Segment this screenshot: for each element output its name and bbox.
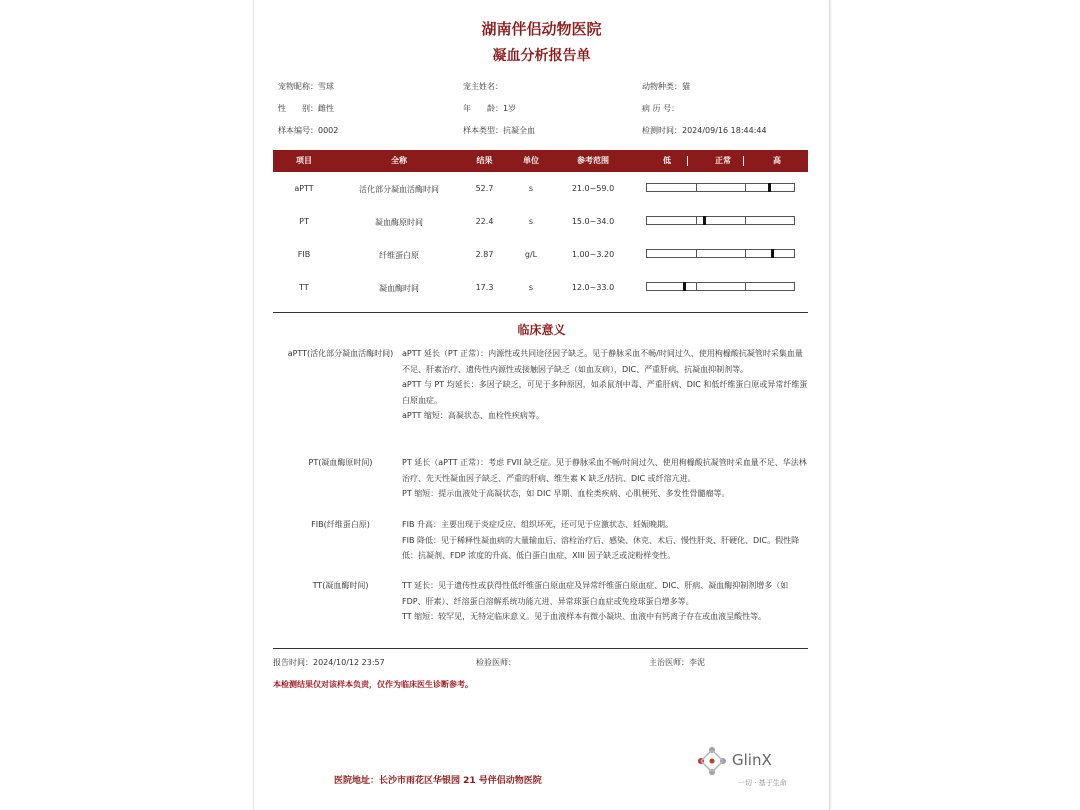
row-1-ref: 15.0~34.0: [571, 217, 615, 226]
row-1-unit: s: [528, 217, 534, 226]
species-label: 动物种类：: [642, 82, 682, 91]
hospital-name: 湖南伴侣动物医院: [481, 20, 602, 38]
row-2-unit: g/L: [524, 250, 538, 259]
row-0-result-marker: [768, 183, 771, 192]
report-time-value: 2024/10/12 23:57: [313, 658, 385, 667]
record-field: [642, 103, 679, 114]
species-value: 猫: [682, 82, 690, 91]
col-item: 项目: [296, 156, 312, 165]
clinical-label-tt: TT(凝血酶时间): [312, 581, 369, 590]
clinical-line: PT 延长（aPTT 正常）：考虑 FVII 缺乏症。见于静脉采血不畅/时间过久、使用枸橼酸抗凝管时采血量不足、华法林治疗、先天性凝血因子缺乏、严重的肝病、维生素 K 缺乏/拮抗、DIC 或纤溶亢进。: [402, 458, 807, 483]
sample-type-label: 样本类型：: [463, 126, 503, 135]
col-divider-1: [687, 156, 688, 166]
test-time-label: 检测时间：: [642, 126, 682, 135]
clinical-text-tt: [402, 578, 810, 625]
clinical-label-aptt: aPTT(活化部分凝血活酶时间): [287, 349, 394, 358]
age-value: 1岁: [503, 104, 517, 113]
clinical-line: PT 缩短：提示血液处于高凝状态，如 DIC 早期、血栓类疾病、心肌梗死、多发性骨髓瘤等。: [402, 489, 730, 498]
sample-no-field: [278, 125, 338, 136]
row-0-name: 活化部分凝血活酶时间: [359, 185, 439, 194]
row-2-result-marker: [771, 249, 774, 258]
row-0-item: aPTT: [294, 184, 314, 193]
row-0-range-bar: [646, 183, 795, 192]
glinx-logo-icon: [695, 745, 729, 779]
hospital-address: [334, 773, 542, 786]
clinical-title: 临床意义: [517, 323, 566, 337]
row-0-result: 52.7: [475, 184, 494, 193]
row-1-name: 凝血酶原时间: [375, 218, 423, 227]
report-time: [273, 657, 385, 668]
row-3-unit: s: [528, 283, 534, 292]
clinical-text-pt: [402, 455, 810, 502]
inspector-label: 检验医师：: [476, 658, 516, 667]
row-2-ref: 1.00~3.20: [571, 250, 615, 259]
row-1-range-bar: [646, 216, 795, 225]
sample-type-value: 抗凝全血: [503, 126, 535, 135]
results-table-header: [273, 150, 808, 172]
logo-slogan: 一切 · 基于生命: [738, 779, 787, 787]
clinical-text-aptt: [402, 346, 810, 424]
report-page: [253, 0, 830, 810]
disclaimer: 本检测结果仅对该样本负责，仅作为临床医生诊断参考。: [273, 680, 473, 689]
sex-label: 性 别：: [278, 104, 318, 113]
row-3-result-marker: [683, 282, 686, 291]
age-field: [463, 103, 516, 114]
row-1-item: PT: [299, 217, 309, 226]
row-3-result: 17.3: [475, 283, 494, 292]
sample-no-value: 0002: [318, 126, 339, 135]
clinical-line: aPTT 与 PT 均延长：多因子缺乏，可见于多种原因，如杀鼠剂中毒、严重肝病、DIC 和低纤维蛋白原或异常纤维蛋白原血症。: [402, 380, 808, 405]
divider-bottom: [273, 648, 808, 649]
age-label: 年 龄：: [463, 104, 503, 113]
report-time-label: 报告时间：: [273, 658, 313, 667]
clinical-line: TT 缩短：较罕见，无特定临床意义。见于血液样本有微小凝块、血液中有钙离子存在或血液呈酸性等。: [402, 612, 767, 621]
clinical-label-fib: FIB(纤维蛋白原): [311, 520, 370, 529]
pet-name-value: 雪球: [318, 82, 334, 91]
row-3-name: 凝血酶时间: [379, 284, 419, 293]
doctor-label: 主治医师：: [649, 658, 689, 667]
row-3-ref: 12.0~33.0: [571, 283, 615, 292]
attending-doctor: [649, 657, 705, 668]
row-2-name: 纤维蛋白原: [379, 251, 419, 260]
col-low: 低: [663, 156, 671, 165]
owner-label: 宠主姓名：: [463, 82, 503, 91]
col-result: 结果: [476, 156, 493, 165]
col-name: 全称: [391, 156, 407, 165]
clinical-line: TT 延长：见于遗传性或获得性低纤维蛋白原血症及异常纤维蛋白原血症、DIC、肝病、凝血酶抑制剂增多（如 FDP、肝素）、纤溶蛋白溶解系统功能亢进、异常球蛋白血症或免疫球蛋白增多等。: [402, 581, 789, 606]
row-1-result-marker: [703, 216, 706, 225]
doctor-value: 李泥: [689, 658, 705, 667]
address-label: 医院地址：: [334, 776, 380, 786]
pet-name-label: 宠物昵称：: [278, 82, 318, 91]
row-3-item: TT: [299, 283, 309, 292]
row-0-ref: 21.0~59.0: [571, 184, 615, 193]
test-time-value: 2024/09/16 18:44:44: [682, 126, 767, 135]
clinical-line: aPTT 缩短：高凝状态、血栓性疾病等。: [402, 411, 544, 420]
logo-name: GlinX: [732, 751, 772, 769]
species-field: [642, 81, 690, 92]
col-high: 高: [773, 156, 781, 165]
sample-type-field: [463, 125, 535, 136]
row-0-unit: s: [528, 184, 534, 193]
clinical-line: aPTT 延长（PT 正常）：内源性或共同途径因子缺乏。见于静脉采血不畅/时间过久、使用枸橼酸抗凝管时采集血量不足、肝素治疗、遗传性内源性或接触因子缺乏（如血友病），DIC、严重肝病、抗凝血抑制剂等。: [402, 349, 803, 374]
clinical-line: FIB 降低：见于稀释性凝血病的大量输血后、溶栓治疗后、感染、休克、术后、慢性肝炎、肝硬化、DIC。假性降低：抗凝剂、FDP 浓度的升高、低白蛋白血症、XIII 因子缺乏或淀粉样变性。: [402, 535, 800, 560]
sample-no-label: 样本编号：: [278, 126, 318, 135]
inspector: [476, 657, 516, 668]
test-time-field: [642, 125, 767, 136]
address-value: 长沙市雨花区华银园 21 号伴侣动物医院: [379, 776, 542, 786]
row-3-range-bar: [646, 282, 795, 291]
col-divider-2: [743, 156, 744, 166]
owner-field: [463, 81, 503, 92]
clinical-line: FIB 升高：主要出现于炎症反应、组织坏死，还可见于应激状态、妊娠晚期。: [402, 520, 673, 529]
divider-top: [273, 312, 808, 313]
sex-field: [278, 103, 334, 114]
pet-name-field: [278, 81, 334, 92]
report-title: 凝血分析报告单: [492, 48, 591, 64]
col-unit: 单位: [523, 156, 539, 165]
clinical-label-pt: PT(凝血酶原时间): [308, 458, 373, 467]
clinical-text-fib: [402, 517, 810, 564]
row-1-result: 22.4: [475, 217, 494, 226]
record-label: 病 历 号：: [642, 104, 680, 113]
col-ref: 参考范围: [577, 156, 609, 165]
sex-value: 雌性: [318, 104, 334, 113]
row-2-range-bar: [646, 249, 795, 258]
col-normal: 正常: [715, 156, 731, 165]
row-2-result: 2.87: [475, 250, 494, 259]
row-2-item: FIB: [297, 250, 311, 259]
